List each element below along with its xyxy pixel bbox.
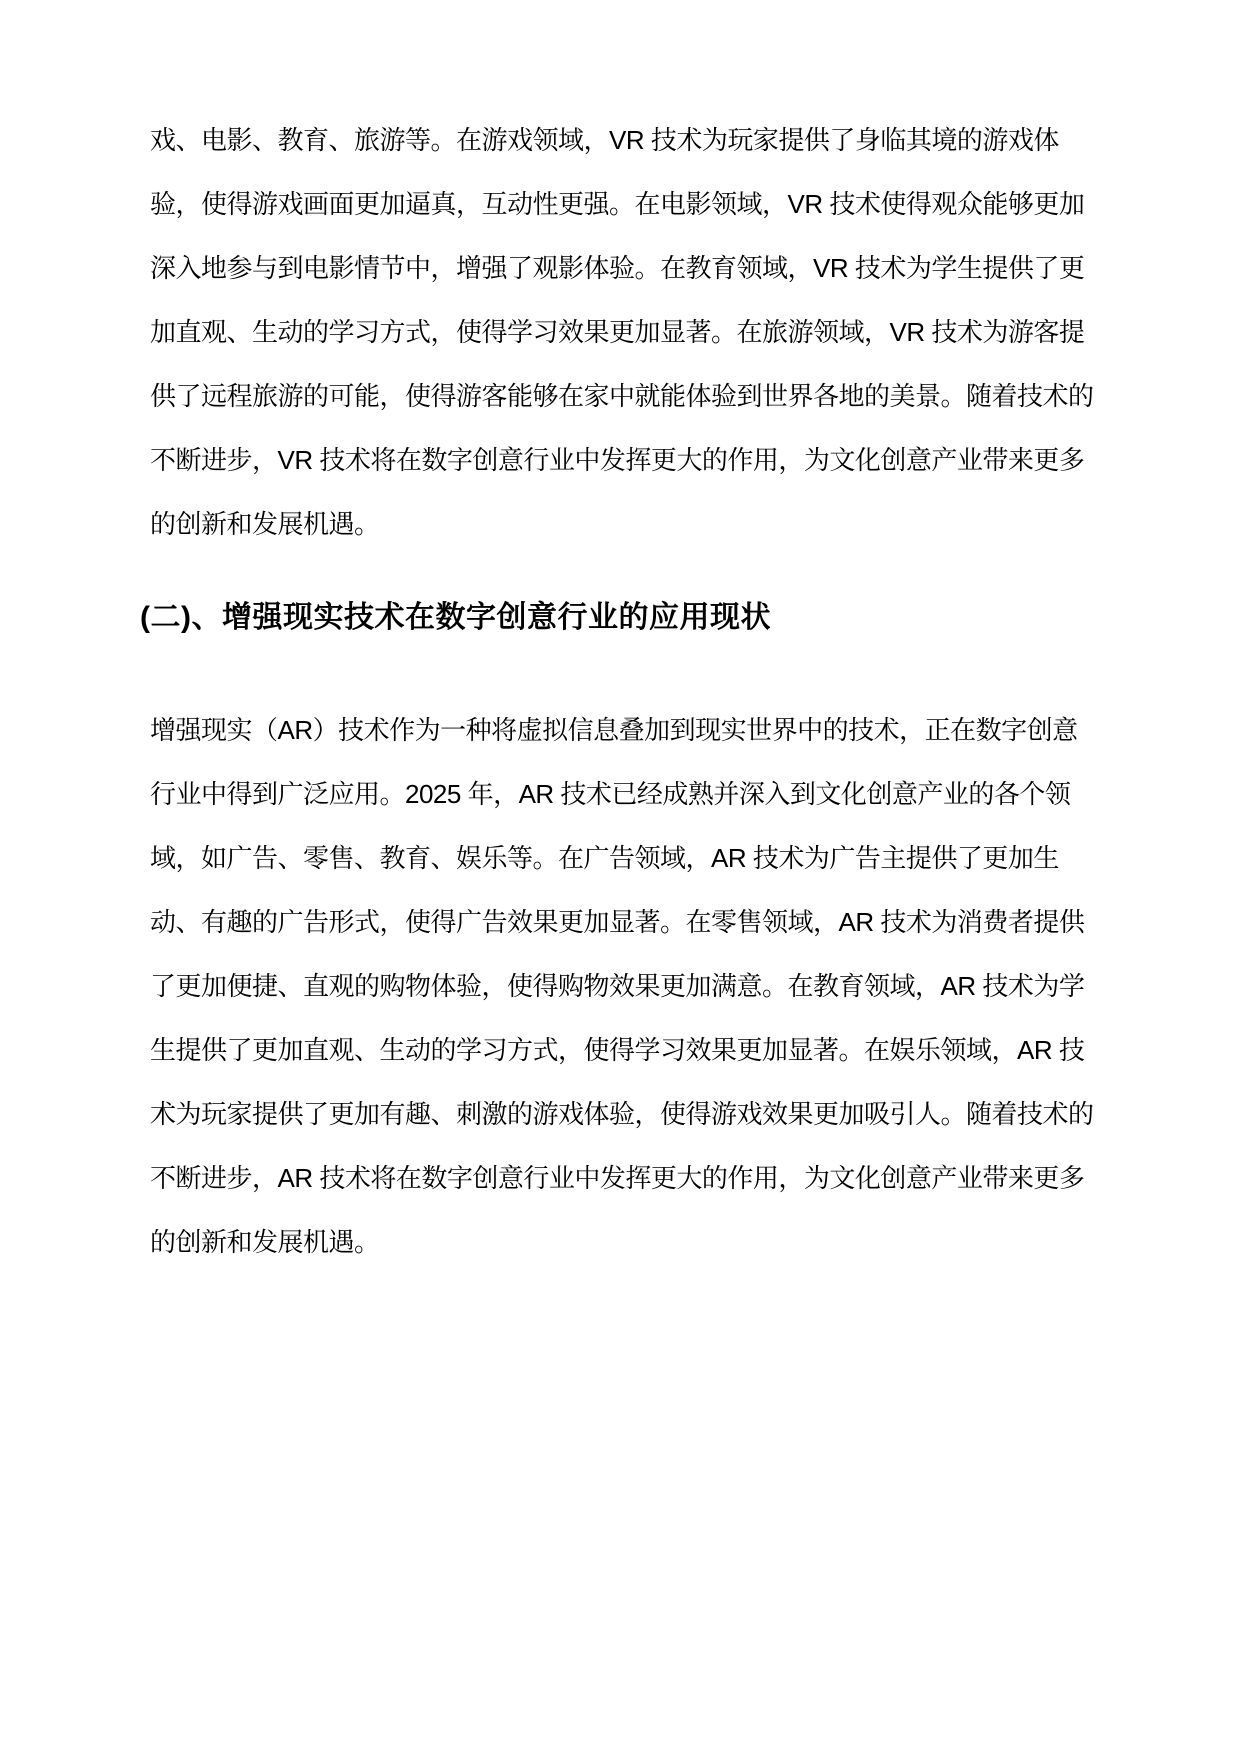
text-line: 验，使得游戏画面更加逼真，互动性更强。在电影领域，VR 技术使得观众能够更加	[150, 189, 1085, 219]
text-line: 域，如广告、零售、教育、娱乐等。在广告领域，AR 技术为广告主提供了更加生	[150, 843, 1059, 873]
text-line: 术为玩家提供了更加有趣、刺激的游戏体验，使得游戏效果更加吸引人。随着技术的	[150, 1099, 1094, 1129]
text-line: 的创新和发展机遇。	[150, 1227, 380, 1257]
text-line: 了更加便捷、直观的购物体验，使得购物效果更加满意。在教育领域，AR 技术为学	[150, 971, 1085, 1001]
text-line: 的创新和发展机遇。	[150, 509, 380, 539]
text-line: 增强现实（AR）技术作为一种将虚拟信息叠加到现实世界中的技术，正在数字创意	[150, 715, 1078, 745]
text-line: 不断进步，VR 技术将在数字创意行业中发挥更大的作用，为文化创意产业带来更多	[150, 445, 1085, 475]
text-line: 深入地参与到电影情节中，增强了观影体验。在教育领域，VR 技术为学生提供了更	[150, 253, 1085, 283]
text-line: 加直观、生动的学习方式，使得学习效果更加显著。在旅游领域，VR 技术为游客提	[150, 317, 1085, 347]
text-line: 动、有趣的广告形式，使得广告效果更加显著。在零售领域，AR 技术为消费者提供	[150, 907, 1085, 937]
text-line: 供了远程旅游的可能，使得游客能够在家中就能体验到世界各地的美景。随着技术的	[150, 381, 1094, 411]
paragraph-vr-application	[150, 108, 1152, 556]
paragraph-ar-application	[150, 698, 1152, 1274]
text-line: 戏、电影、教育、旅游等。在游戏领域，VR 技术为玩家提供了身临其境的游戏体	[150, 125, 1059, 155]
section-heading-ar: (二)、增强现实技术在数字创意行业的应用现状	[140, 601, 771, 634]
text-line: 不断进步，AR 技术将在数字创意行业中发挥更大的作用，为文化创意产业带来更多	[150, 1163, 1085, 1193]
text-line: 生提供了更加直观、生动的学习方式，使得学习效果更加显著。在娱乐领域，AR 技	[150, 1035, 1085, 1065]
text-line: 行业中得到广泛应用。2025 年，AR 技术已经成熟并深入到文化创意产业的各个领	[150, 779, 1071, 809]
